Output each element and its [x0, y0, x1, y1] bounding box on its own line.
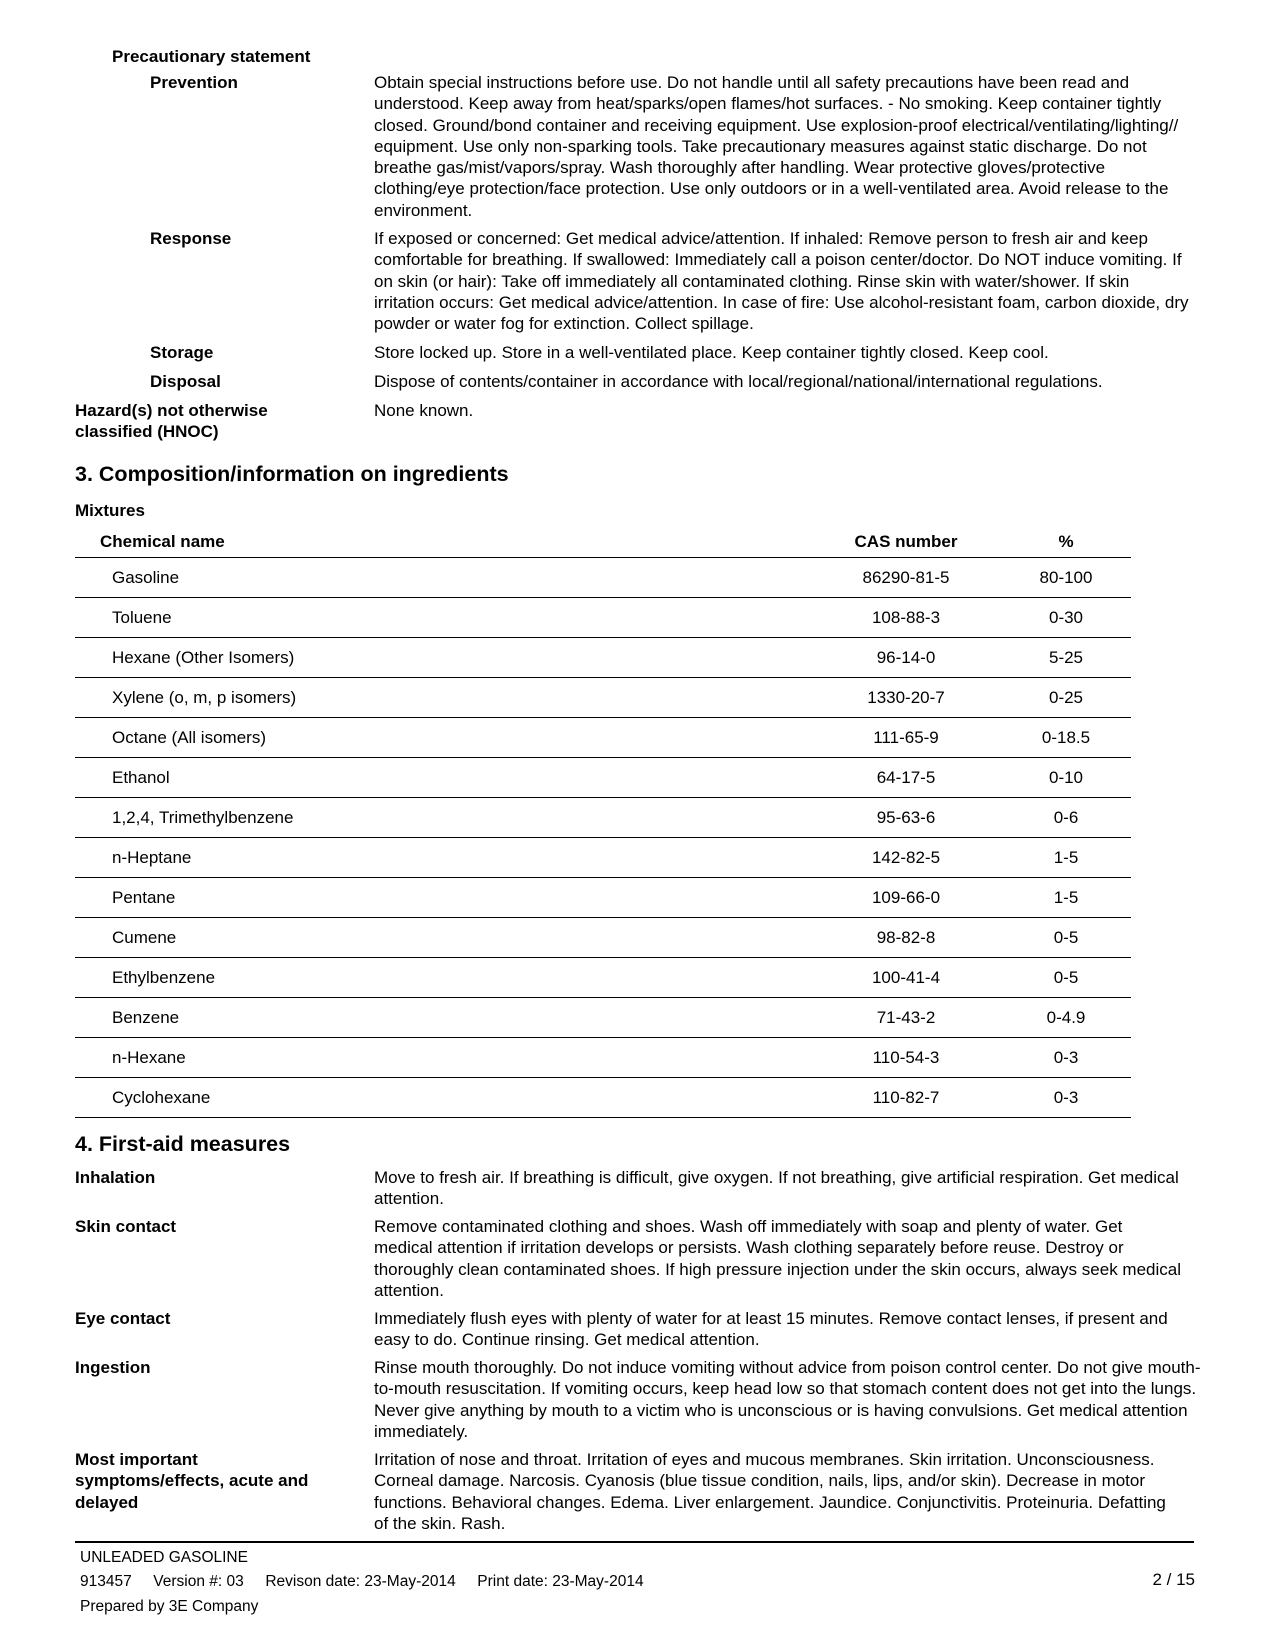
percent-cell: 0-4.9 — [991, 998, 1131, 1038]
inhalation-label: Inhalation — [75, 1168, 156, 1187]
eye-contact-label: Eye contact — [75, 1309, 171, 1328]
response-text: If exposed or concerned: Get medical advice/attention. If inhaled: Remove person to fresh air and keep comfortable for breathing. If swallowed: Immediately call a poison center/doctor. Do NOT induce vomiting. If on skin (or hair): Take off immediately all contaminated clothing. Rinse skin with water/shower. If skin irritation occurs: Get medical advice/attention. In case of fire: Use alcohol-resistant foam, carbon dioxide, dry powder or water fog for extinction. Collect spillage. — [374, 229, 1189, 334]
ingredients-table — [75, 531, 1131, 1118]
percent-cell: 1-5 — [991, 838, 1131, 878]
hnoc-text: None known. — [374, 401, 474, 420]
inhalation-text: Move to fresh air. If breathing is difficult, give oxygen. If not breathing, give artificial respiration. Get medical attention. — [374, 1168, 1179, 1209]
table-row — [75, 1038, 1131, 1078]
percent-cell: 5-25 — [991, 638, 1131, 678]
percent-cell: 0-18.5 — [991, 718, 1131, 758]
chemical-name-cell: Pentane — [75, 878, 821, 918]
percent-cell: 0-25 — [991, 678, 1131, 718]
symptoms-text: Irritation of nose and throat. Irritation of eyes and mucous membranes. Skin irritation. Unconsciousness. Corneal damage. Narcosis. Cyanosis (blue tissue condition, nails, lips, and/or skin). Decrease in motor functions. Behavioral changes. Edema. Liver enlargement. Jaundice. Conjunctivitis. Proteinuria. Defatting of the skin. Rash. — [374, 1450, 1166, 1533]
percent-cell: 0-3 — [991, 1078, 1131, 1118]
storage-text: Store locked up. Store in a well-ventilated place. Keep container tightly closed. Keep cool. — [374, 343, 1049, 362]
skin-contact-text: Remove contaminated clothing and shoes. Wash off immediately with soap and plenty of water. Get medical attention if irritation develops or persists. Wash clothing separately before reuse. Destroy or thoroughly clean contaminated shoes. If high pressure injection under the skin occurs, always seek medical attention. — [374, 1217, 1181, 1300]
table-row — [75, 758, 1131, 798]
percent-cell: 0-6 — [991, 798, 1131, 838]
table-row — [75, 638, 1131, 678]
cas-number-cell: 142-82-5 — [821, 838, 991, 878]
disposal-text: Dispose of contents/container in accordance with local/regional/national/international regulations. — [374, 372, 1103, 391]
percent-cell: 0-30 — [991, 598, 1131, 638]
cas-number-cell: 95-63-6 — [821, 798, 991, 838]
ingestion-text: Rinse mouth thoroughly. Do not induce vomiting without advice from poison control center. Do not give mouth-to-mouth resuscitation. If vomiting occurs, keep head low so that stomach content does not get into the lungs. Never give anything by mouth to a victim who is unconscious or is having convulsions. Get medical attention immediately. — [374, 1358, 1201, 1441]
prevention-label: Prevention — [150, 73, 238, 92]
page-number: 2 / 15 — [1152, 1570, 1195, 1589]
table-row — [75, 878, 1131, 918]
disposal-label: Disposal — [150, 372, 221, 391]
cas-number-cell: 108-88-3 — [821, 598, 991, 638]
chemical-name-cell: 1,2,4, Trimethylbenzene — [75, 798, 821, 838]
cas-number-cell: 96-14-0 — [821, 638, 991, 678]
cas-number-cell: 111-65-9 — [821, 718, 991, 758]
section-4-heading: 4. First-aid measures — [75, 1132, 291, 1156]
footer-divider — [75, 1541, 1194, 1543]
table-row — [75, 998, 1131, 1038]
cas-number-cell: 71-43-2 — [821, 998, 991, 1038]
symptoms-label: Most important symptoms/effects, acute and delayed — [75, 1450, 309, 1512]
chemical-name-cell: Xylene (o, m, p isomers) — [75, 678, 821, 718]
chemical-name-cell: Hexane (Other Isomers) — [75, 638, 821, 678]
chemical-name-cell: Cumene — [75, 918, 821, 958]
table-row — [75, 958, 1131, 998]
section-3-heading: 3. Composition/information on ingredients — [75, 462, 509, 486]
precautionary-title: Precautionary statement — [112, 47, 311, 66]
percent-cell: 0-5 — [991, 958, 1131, 998]
percent-cell: 1-5 — [991, 878, 1131, 918]
table-row — [75, 598, 1131, 638]
table-row — [75, 798, 1131, 838]
chemical-name-cell: Gasoline — [75, 558, 821, 598]
chemical-name-cell: Cyclohexane — [75, 1078, 821, 1118]
mixtures-label: Mixtures — [75, 501, 145, 520]
header-cas-number: CAS number — [821, 531, 991, 558]
cas-number-cell: 109-66-0 — [821, 878, 991, 918]
chemical-name-cell: n-Hexane — [75, 1038, 821, 1078]
footer-prepared: Prepared by 3E Company — [80, 1598, 259, 1615]
cas-number-cell: 98-82-8 — [821, 918, 991, 958]
chemical-name-cell: Benzene — [75, 998, 821, 1038]
footer-revision: Revison date: 23-May-2014 — [265, 1573, 456, 1590]
skin-contact-label: Skin contact — [75, 1217, 177, 1236]
table-row — [75, 1078, 1131, 1118]
percent-cell: 0-5 — [991, 918, 1131, 958]
chemical-name-cell: Octane (All isomers) — [75, 718, 821, 758]
cas-number-cell: 64-17-5 — [821, 758, 991, 798]
chemical-name-cell: n-Heptane — [75, 838, 821, 878]
cas-number-cell: 1330-20-7 — [821, 678, 991, 718]
response-label: Response — [150, 229, 232, 248]
footer-doc-id: 913457 — [80, 1573, 132, 1590]
footer-doc-info — [80, 1571, 644, 1592]
prevention-text: Obtain special instructions before use. Do not handle until all safety precautions have been read and understood. Keep away from heat/sparks/open flames/hot surfaces. - No smoking. Keep container tightly closed. Ground/bond container and receiving equipment. Use explosion-proof electrical/ventilating/lighting// equipment. Use only non-sparking tools. Take precautionary measures against static discharge. Do not breathe gas/mist/vapors/spray. Wash thoroughly after handling. Wear protective gloves/protective clothing/eye protection/face protection. Use only outdoors or in a well-ventilated area. Avoid release to the environment. — [374, 73, 1179, 220]
cas-number-cell: 110-82-7 — [821, 1078, 991, 1118]
header-chemical-name: Chemical name — [75, 531, 821, 558]
percent-cell: 80-100 — [991, 558, 1131, 598]
table-row — [75, 558, 1131, 598]
ingestion-label: Ingestion — [75, 1358, 151, 1377]
cas-number-cell: 86290-81-5 — [821, 558, 991, 598]
header-percent: % — [991, 531, 1131, 558]
cas-number-cell: 110-54-3 — [821, 1038, 991, 1078]
table-row — [75, 918, 1131, 958]
chemical-name-cell: Ethylbenzene — [75, 958, 821, 998]
storage-label: Storage — [150, 343, 214, 362]
footer-version: Version #: 03 — [153, 1573, 244, 1590]
chemical-name-cell: Toluene — [75, 598, 821, 638]
table-row — [75, 678, 1131, 718]
percent-cell: 0-3 — [991, 1038, 1131, 1078]
footer-product: UNLEADED GASOLINE — [80, 1549, 248, 1566]
table-row — [75, 718, 1131, 758]
table-row — [75, 838, 1131, 878]
cas-number-cell: 100-41-4 — [821, 958, 991, 998]
hnoc-label: Hazard(s) not otherwise classified (HNOC) — [75, 401, 268, 442]
footer-print-date: Print date: 23-May-2014 — [477, 1573, 644, 1590]
eye-contact-text: Immediately flush eyes with plenty of water for at least 15 minutes. Remove contact lenses, if present and easy to do. Continue rinsing. Get medical attention. — [374, 1309, 1168, 1350]
chemical-name-cell: Ethanol — [75, 758, 821, 798]
percent-cell: 0-10 — [991, 758, 1131, 798]
